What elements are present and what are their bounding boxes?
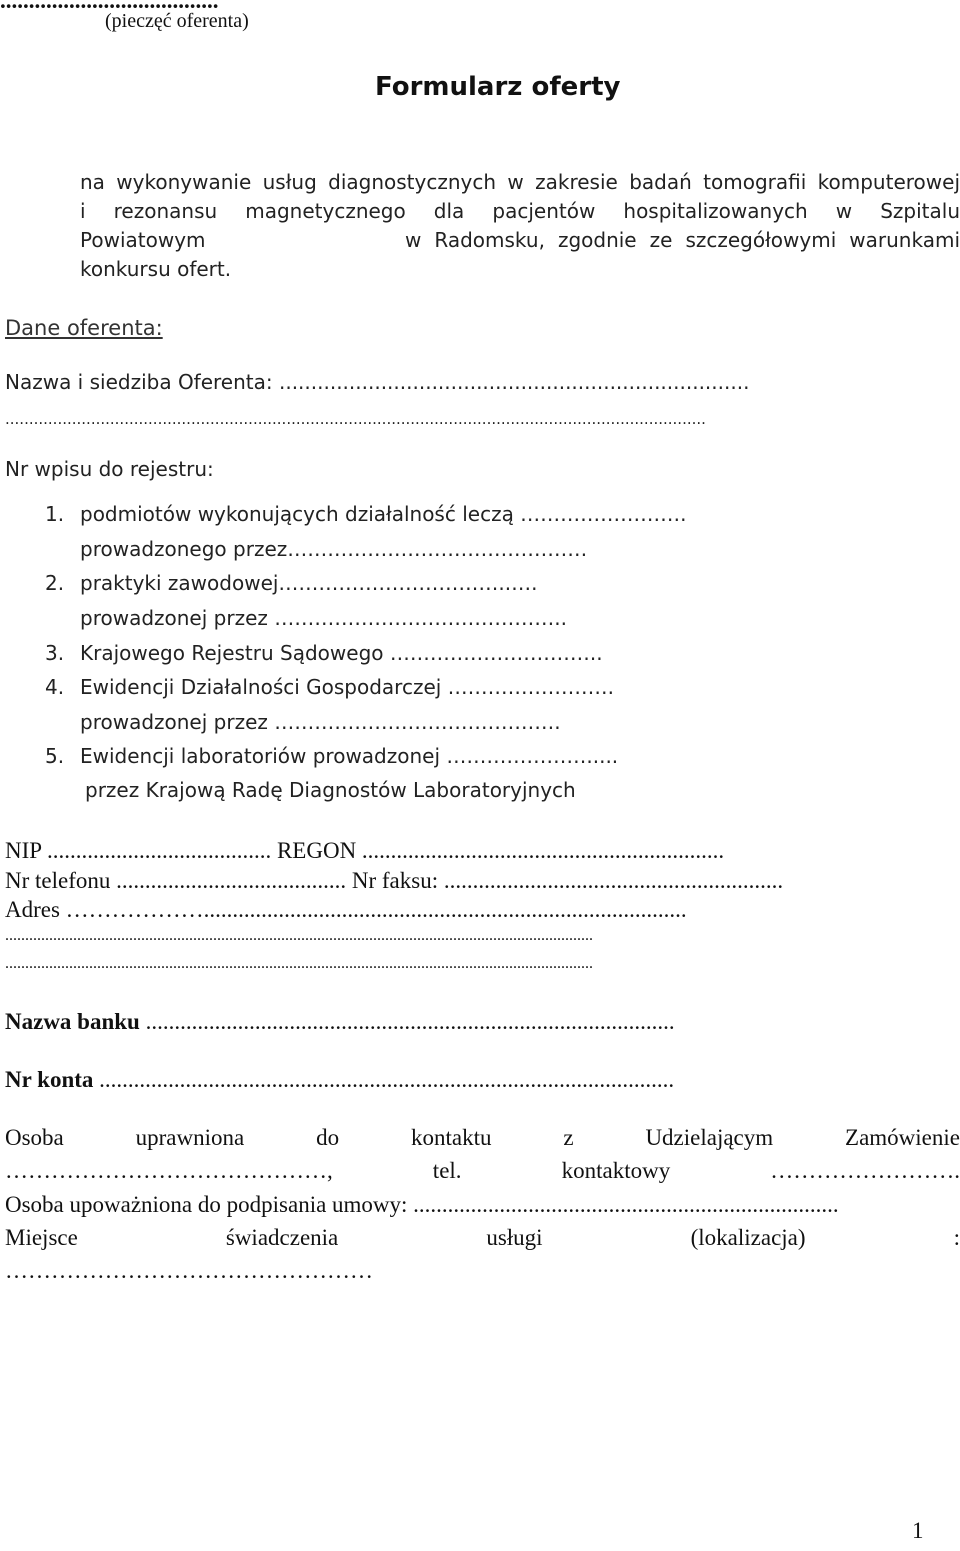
field-nr-konta[interactable] — [5, 1067, 674, 1093]
registry-item-5-sub: przez Krajową Radę Diagnostów Laboratoryjnych — [85, 778, 576, 802]
nazwa-banku-label: Nazwa banku — [5, 1009, 140, 1034]
field-miejsce[interactable]: ………………………………………… — [5, 1258, 373, 1283]
field-nazwa-siedziba[interactable]: Nazwa i siedziba Oferenta: .......................................................................... — [5, 370, 750, 394]
nazwa-banku-dots: ............................................................................................ — [139, 1009, 675, 1034]
registry-item-4-num: 4. — [45, 675, 65, 699]
page-title: Formularz oferty — [375, 72, 621, 102]
registry-item-1-sub[interactable]: prowadzonego przez……………………………………… — [80, 537, 588, 561]
intro-line-3b: w Radomsku, zgodnie ze szczegółowymi warunkami — [405, 228, 960, 252]
stamp-dots: ...................................... — [0, 0, 219, 13]
intro-line-4: konkursu ofert. — [80, 257, 232, 281]
registry-item-5[interactable]: Ewidencji laboratoriów prowadzonej …………………..... — [80, 744, 619, 768]
registry-item-2-sub[interactable]: prowadzonej przez …………………………………….. — [80, 606, 567, 630]
intro-line-1: na wykonywanie usług diagnostycznych w zakresie badań tomografii komputerowej — [80, 170, 960, 194]
nr-konta-dots: .................................................................................................... — [93, 1067, 675, 1092]
registry-item-3[interactable]: Krajowego Rejestru Sądowego ………………………….. — [80, 641, 603, 665]
field-osoba-kontakt[interactable]: ……………………………………, tel. kontaktowy ……………………. — [5, 1158, 960, 1183]
field-nazwa-siedziba-continuation[interactable]: ................................................................................................................................................... — [5, 410, 706, 428]
page-number: 1 — [912, 1518, 924, 1543]
registry-item-1-num: 1. — [45, 502, 65, 526]
stamp-label: (pieczęć oferenta) — [105, 10, 249, 32]
registry-item-4-sub[interactable]: prowadzonej przez ……………………………………. — [80, 710, 561, 734]
osoba-kontakt-label: Osoba uprawniona do kontaktu z Udzielającym Zamówienie — [5, 1125, 960, 1150]
registry-item-2-num: 2. — [45, 571, 65, 595]
field-nazwa-banku[interactable] — [5, 1009, 675, 1035]
miejsce-label: Miejsce świadczenia usługi (lokalizacja) : — [5, 1225, 960, 1250]
field-adres[interactable]: Adres ……………….................................................................................... — [5, 897, 687, 922]
field-telefon-faks[interactable]: Nr telefonu ........................................ Nr faksu: ........................................................... — [5, 868, 784, 893]
registry-item-1[interactable]: podmiotów wykonujących działalność leczą ……………………. — [80, 502, 687, 526]
registry-item-3-num: 3. — [45, 641, 65, 665]
nr-konta-label: Nr konta — [5, 1067, 94, 1092]
intro-line-3a: Powiatowym — [80, 228, 206, 252]
field-osoba-podpis[interactable]: Osoba upoważniona do podpisania umowy: .......................................................................... — [5, 1192, 839, 1217]
registry-item-5-num: 5. — [45, 744, 65, 768]
field-adres-line-3[interactable]: ................................................................................................................................................... — [5, 955, 593, 972]
registry-item-2[interactable]: praktyki zawodowej……………………………..…. — [80, 571, 538, 595]
intro-line-2: i rezonansu magnetycznego dla pacjentów hospitalizowanych w Szpitalu — [80, 199, 960, 223]
section-heading-dane-oferenta: Dane oferenta: — [5, 316, 163, 340]
registry-item-4[interactable]: Ewidencji Działalności Gospodarczej ……………………. — [80, 675, 615, 699]
field-adres-line-2[interactable]: ................................................................................................................................................... — [5, 927, 593, 944]
field-nip-regon[interactable]: NIP ....................................... REGON ............................................................... — [5, 838, 725, 863]
nr-wpisu-label: Nr wpisu do rejestru: — [5, 457, 214, 481]
